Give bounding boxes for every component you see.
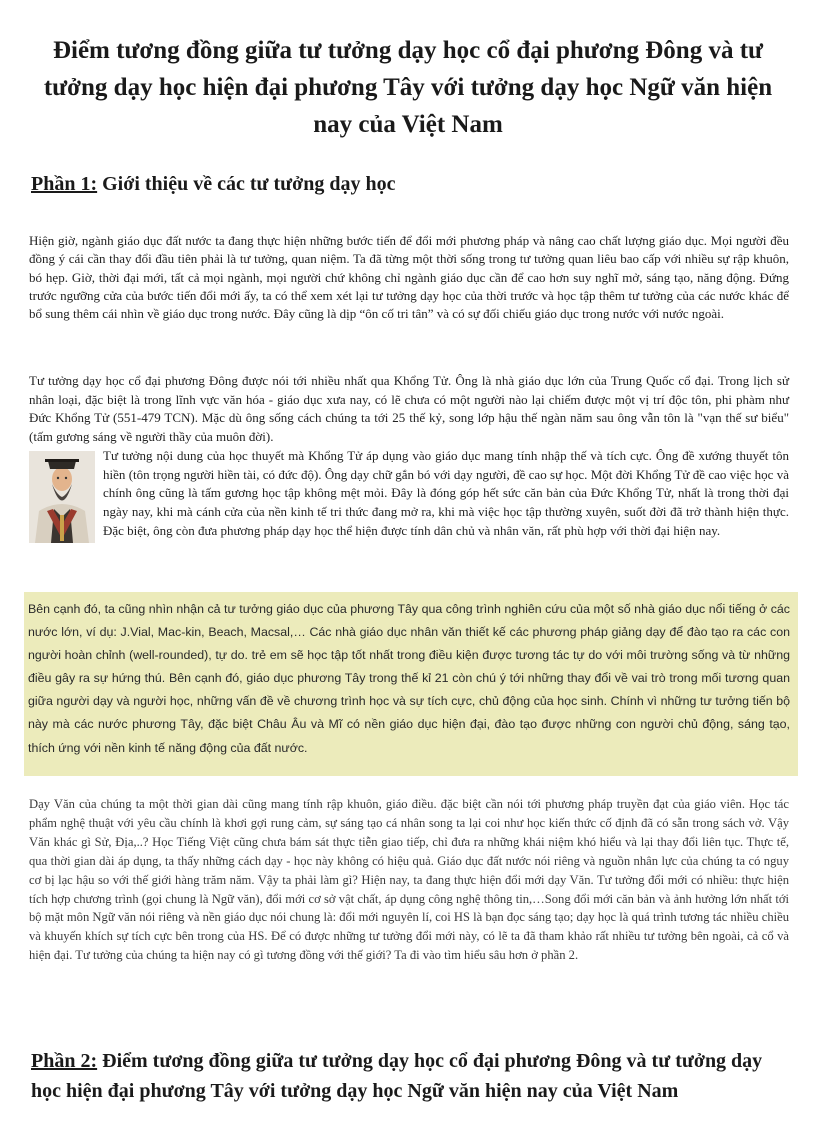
paragraph-western-education: Bên cạnh đó, ta cũng nhìn nhận cả tư tưởng giáo dục của phương Tây qua công trình nghiên cứu của một số nhà giáo dục nổi tiếng ở các nước lớn, ví dụ: J.Vial, Mac-kin, Beach, Macsal,… Các nhà giáo dục nhân văn thiết kế các phương pháp giảng dạy để đào tạo ra các con người hoàn chỉnh (well-rounded), tự do. trẻ em sẽ học tập tốt nhất trong điều kiện được tương tác tự do với môi trường sống và từ những điều gây ra sự hứng thú. Bên cạnh đó, giáo dục phương Tây trong thế kỉ 21 còn chú ý tới những thay đổi về vai trò trong mối tương quan giữa người dạy và người học, những vấn đề về chương trình học và sự tích cực, chủ động của học sinh. Chính vì những tư tưởng tiến bộ này mà các nước phương Tây, đặc biệt Châu Âu và Mĩ có nền giáo dục hiện đại, đào tạo được những con người chủ động, sáng tạo, thích ứng với nền kinh tế năng động của đất nước. xyxy=(28,602,790,755)
section-title: Điểm tương đồng giữa tư tưởng dạy học cổ đại phương Đông và tư tưởng dạy học hiện đại phương Tây với tưởng dạy học Ngữ văn hiện nay của Việt Nam xyxy=(31,1050,763,1102)
paragraph-literature-teaching: Dạy Văn của chúng ta một thời gian dài cũng mang tính rập khuôn, giáo điều. đặc biệt cần nói tới phương pháp truyền đạt của giáo viên. Học tác phẩm nghệ thuật với yêu cầu chính là khơi gợi rung cảm, sự sáng tạo cá nhân song ta lại coi như học kiến thức cố định đã có sẵn trong sách vở. Vậy Văn khác gì Sử, Địa,..? Học Tiếng Việt cũng chưa bám sát thực tiễn giao tiếp, chỉ đưa ra những khái niệm khó hiểu và lại thay đổi liên tục. Thực tế, qua thời gian dài áp dụng, ta thấy những cách dạy - học này không có hiệu quả. Giáo dục đất nước nói riêng và nguồn nhân lực của chúng ta có nguy cơ bị lạc hậu so với thế giới hàng trăm năm. Vậy ta phải làm gì? Hiện nay, ta đang thực hiện đổi mới dạy Văn. Tư tưởng đổi mới có nhiều: thực hiện tích hợp chương trình (gọi chung là Ngữ văn), đổi mới cơ sở vật chất, áp dụng công nghệ thông tin,…Song đổi mới căn bản và ảnh hưởng lớn nhất tới bộ mặt môn Ngữ văn nói riêng và nền giáo dục nói chung là: đổi mới nguyên lí, coi HS là bạn đọc sáng tạo; dạy học là quá trình tương tác nhiều chiều và khuyến khích sự tích cực bên trong của HS. Để có được những tư tưởng đổi mới này, có lẽ ta đã tham khảo rất nhiều tư tưởng bên ngoài, cả cổ và hiện đại. Tư tưởng của chúng ta hiện nay có gì tương đồng với thế giới? Ta đi vào tìm hiểu sâu hơn ở phần 2. xyxy=(29,797,789,963)
paragraph-intro: Hiện giờ, ngành giáo dục đất nước ta đang thực hiện những bước tiến để đổi mới phương pháp và nâng cao chất lượng giáo dục. Mọi người đều đồng ý cái cần thay đổi đầu tiên phải là tư tưởng, quan niệm. Ta đã từng một thời sống trong tư tưởng quan liêu bao cấp với nhiều sự rập khuôn, bó hẹp. Giờ, thời đại mới, tất cả mọi ngành, mọi người chứ không chỉ ngành giáo dục cần để cao hơn suy nghĩ mở, sáng tạo, năng động. Đứng trước ngưỡng cửa của bước tiến đổi mới ấy, ta có thể xem xét lại tư tưởng dạy học của thời trước và học tập thêm tư tưởng của các nước khác để bổ sung thêm cái nhìn về giáo dục trong nước. Đây cũng là dịp “ôn cố tri tân” và có sự đối chiếu giáo dục trong nước với nước ngoài. xyxy=(29,233,789,322)
highlighted-block xyxy=(24,592,798,776)
section-label: Phần 1: xyxy=(31,173,98,195)
section-heading-part1 xyxy=(31,170,791,198)
section-title: Giới thiệu về các tư tưởng dạy học xyxy=(102,173,396,195)
document-title: Điểm tương đồng giữa tư tưởng dạy học cổ đại phương Đông và tư tưởng dạy học hiện đại phương Tây với tưởng dạy học Ngữ văn hiện nay của Việt Nam xyxy=(43,37,773,138)
paragraph-confucius-teaching: Tư tưởng nội dung của học thuyết mà Khổng Tử áp dụng vào giáo dục mang tính nhập thế và tích cực. Ông đề xướng thuyết tôn hiền (tôn trọng người hiền tài, có đức độ). Ông dạy chữ gắn bó với dạy người, đề cao sự học. Một đời Khổng Tử đề cao việc học và chính ông cũng là tấm gương học tập không mệt mỏi. Đây là đóng góp hết sức căn bản của Đức Khổng Tử, nhất là trong thời đại ngày nay, khi mà cánh cửa của nền kinh tế tri thức đang mở ra, khi mà việc học tập thường xuyên, suốt đời đã trở thành hiện thực. Đặc biệt, ông còn đưa phương pháp dạy học thể hiện được tính dân chủ và nhân văn, rất phù hợp với thời đại hiện nay. xyxy=(103,447,789,538)
confucius-portrait-icon xyxy=(29,451,95,543)
section-label: Phần 2: xyxy=(31,1050,98,1072)
paragraph-confucius-intro: Tư tưởng dạy học cổ đại phương Đông được nói tới nhiều nhất qua Khổng Tử. Ông là nhà giáo dục lớn của Trung Quốc cổ đại. Trong lịch sử nhân loại, đặc biệt là trong lĩnh vực văn hóa - giáo dục xưa nay, có lẽ chưa có một người nào lại chiếm được một vị trí độc tôn, phi phàm như Đức Khổng Tử (551-479 TCN). Mặc dù ông sống cách chúng ta tới 25 thế kỷ, song lớp hậu thế ngàn năm sau ông vẫn tôn là "vạn thế sư biểu" (tấm gương sáng về người thầy của muôn đời). xyxy=(29,373,789,445)
paragraph-confucius xyxy=(29,372,789,545)
section-heading-part2 xyxy=(31,1046,791,1106)
